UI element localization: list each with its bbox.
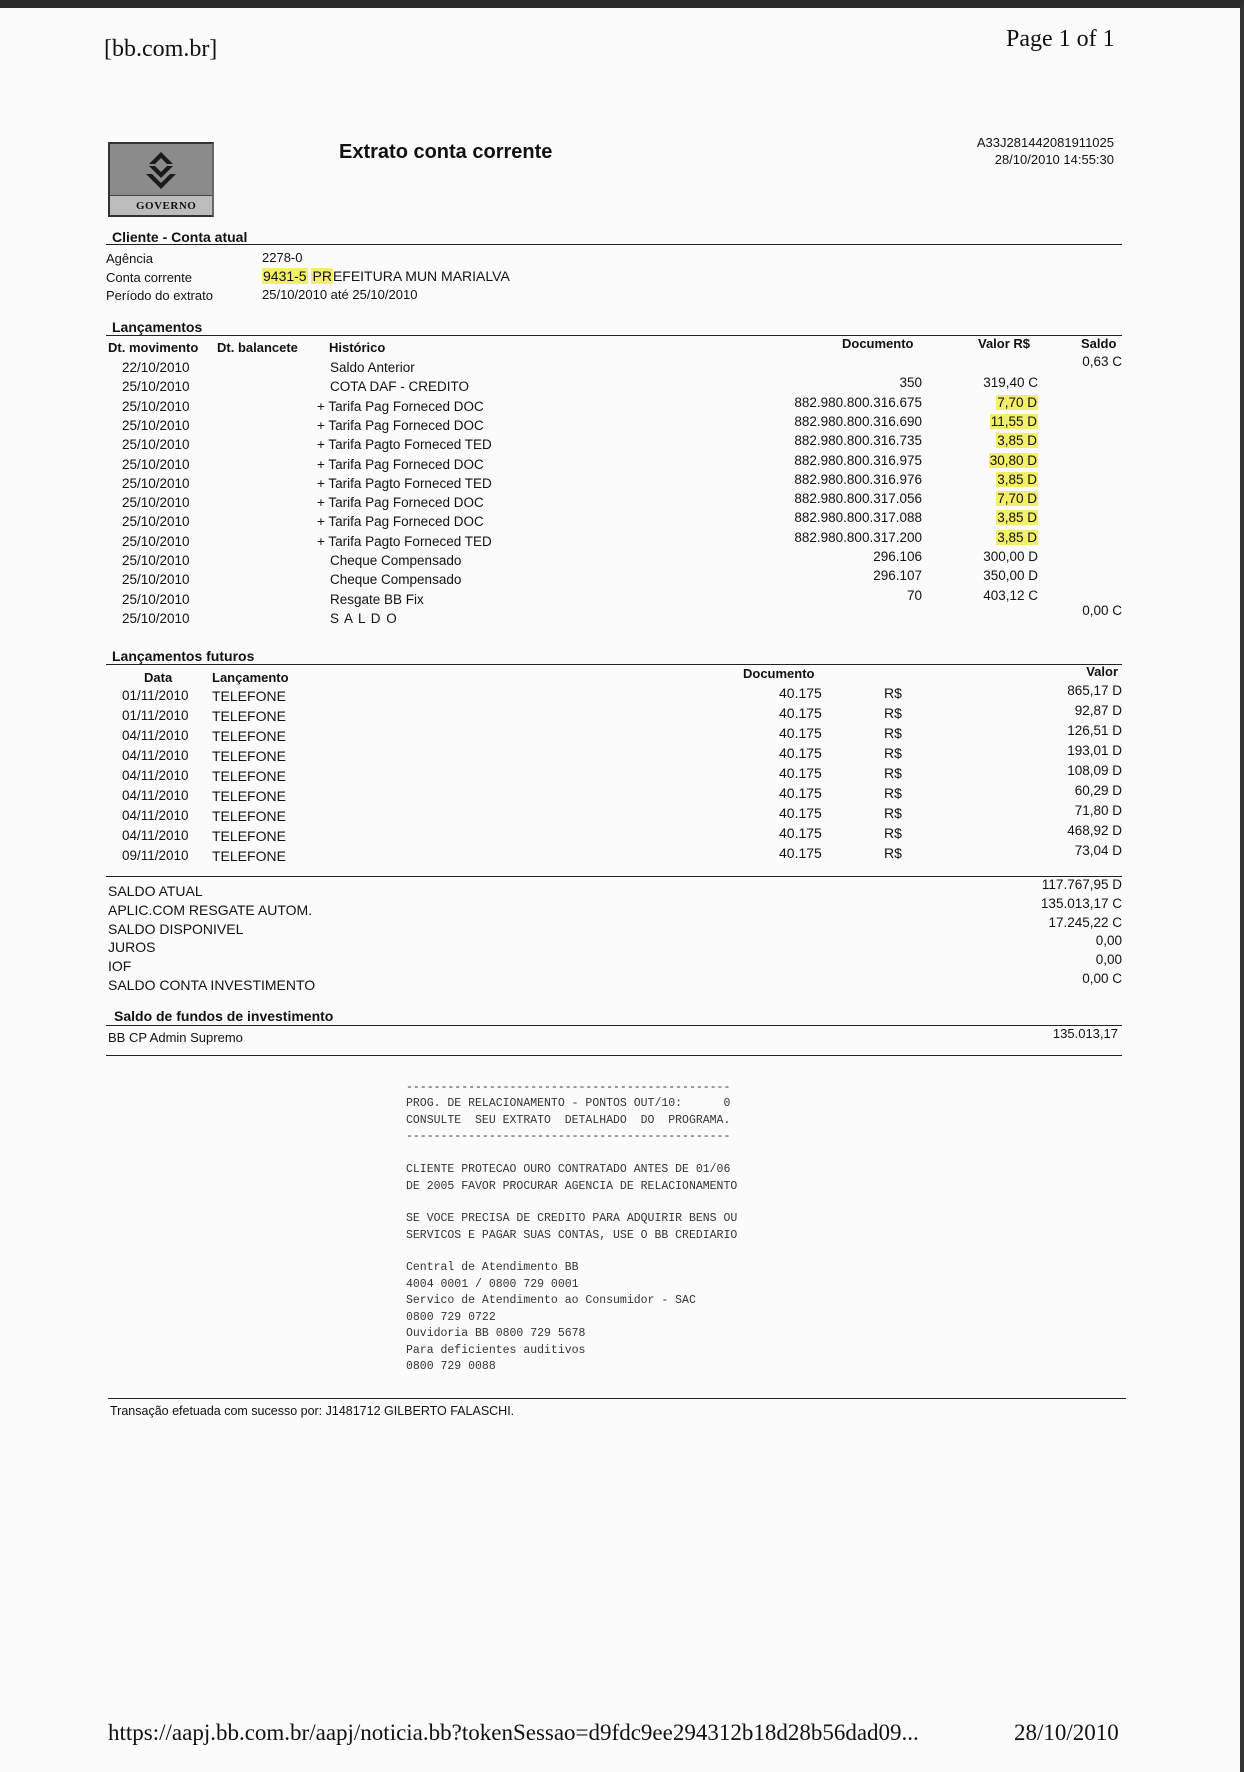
agencia-value: 2278-0 [262,250,303,265]
lancamento: TELEFONE [212,768,286,784]
lancamento: TELEFONE [212,828,286,844]
notice-protecao-ouro [406,1162,737,1195]
table-row [0,529,1244,553]
table-row [0,452,1244,476]
notice-line: DE 2005 FAVOR PROCURAR AGENCIA DE RELACIONAMENTO [406,1179,738,1193]
conta-number: 9431-5 [263,268,307,284]
valor: 92,87 D [1074,703,1122,718]
notice-line: 0800 729 0722 [406,1310,496,1324]
conta-label: Conta corrente [106,270,192,285]
table-row [0,743,1244,768]
dt-movimento: 25/10/2010 [122,533,190,549]
periodo-value: 25/10/2010 até 25/10/2010 [262,287,418,302]
notice-line: Servico de Atendimento ao Consumidor - SAC [406,1294,696,1307]
lancamento: TELEFONE [212,848,286,864]
valor: 468,92 D [1067,823,1122,838]
data: 04/11/2010 [122,808,189,823]
data: 04/11/2010 [122,728,189,743]
data: 09/11/2010 [122,848,189,863]
historico: Cheque Compensado [330,553,462,568]
documento: 40.175 [779,765,822,781]
documento: 882.980.800.316.975 [794,452,922,468]
dt-movimento: 25/10/2010 [122,437,190,453]
valor: 865,17 D [1067,683,1122,698]
documento: 70 [906,587,922,603]
moeda: R$ [884,785,902,801]
site-label: [bb.com.br] [104,36,218,62]
valor: 11,55 D [990,413,1037,429]
lancamento: TELEFONE [212,788,286,804]
table-row [0,783,1244,808]
dt-movimento: 25/10/2010 [122,553,190,568]
historico: + Tarifa Pagto Forneced TED [317,437,492,453]
moeda: R$ [884,745,902,761]
data: 04/11/2010 [122,748,189,763]
moeda: R$ [884,825,902,841]
agencia-label: Agência [106,251,153,266]
summary-value: 0,00 [1095,952,1122,968]
valor: 7,70 D [997,394,1037,410]
page-title: Extrato conta corrente [339,141,553,163]
table-row [0,413,1244,437]
moeda: R$ [884,725,902,741]
documento: 350 [899,375,922,391]
notice-dashes-bottom: ----------------------------------------------- [406,1130,731,1143]
summary-value: 17.245,22 C [1048,914,1122,930]
header-data: Data [144,670,173,685]
summary-label: JUROS [108,939,156,956]
valor: 60,29 D [1074,783,1122,798]
periodo-label: Período do extrato [106,288,213,303]
data: 04/11/2010 [122,768,189,783]
valor: 300,00 D [983,549,1038,564]
historico: + Tarifa Pag Forneced DOC [317,495,484,511]
data: 04/11/2010 [122,828,189,843]
lancamento: TELEFONE [212,728,286,744]
notice-line: PROG. DE RELACIONAMENTO - PONTOS OUT/10: 0 [406,1097,731,1110]
table-row [0,683,1244,708]
dt-movimento: 25/10/2010 [122,514,190,530]
summary-value: 0,00 [1095,933,1122,949]
divider [106,244,1122,245]
summary-value: 135.013,17 C [1040,895,1122,911]
table-row [0,491,1244,514]
header-valor: Valor R$ [978,336,1031,351]
table-row [0,510,1244,533]
notice-line: SERVICOS E PAGAR SUAS CONTAS, USE O BB CREDIARIO [406,1228,738,1242]
historico: + Tarifa Pag Forneced DOC [317,514,484,530]
notice-program-points [406,1096,730,1129]
footer-url: https://aapj.bb.com.br/aapj/noticia.bb?tokenSessao=d9fdc9ee294312b18d28b56dad09... [108,1720,919,1745]
historico: + Tarifa Pag Forneced DOC [317,417,484,433]
table-row [0,843,1244,868]
transaction-status: Transação efetuada com sucesso por: J1481712 GILBERTO FALASCHI. [110,1404,515,1418]
valor: 71,80 D [1074,803,1122,818]
saldo: 0,00 C [1082,602,1122,618]
documento: 40.175 [779,845,822,861]
conta-name: EFEITURA MUN MARIALVA [332,268,510,284]
fundo-name: BB CP Admin Supremo [108,1030,243,1045]
valor: 319,40 C [983,375,1038,391]
moeda: R$ [884,805,902,821]
header-documento-futuros: Documento [743,666,815,681]
valor: 350,00 D [983,568,1038,584]
documento: 40.175 [779,745,822,761]
document-code: A33J281442081911025 [976,135,1114,150]
documento: 40.175 [779,825,822,841]
valor: 30,80 D [989,452,1037,468]
header-dt-movimento: Dt. movimento [108,340,199,355]
divider [106,335,1122,336]
moeda: R$ [884,705,902,721]
documento: 40.175 [779,725,822,741]
dt-movimento: 25/10/2010 [122,417,190,433]
data: 01/11/2010 [122,708,189,723]
header-documento: Documento [842,336,914,351]
documento: 40.175 [779,785,822,801]
valor: 3,85 D [997,471,1037,487]
moeda: R$ [884,845,902,861]
summary-row [0,952,1244,977]
historico: + Tarifa Pagto Forneced TED [317,475,492,491]
cliente-section-title: Cliente - Conta atual [112,229,248,245]
footer-date: 28/10/2010 [1014,1720,1119,1745]
notice-crediario [406,1211,737,1244]
valor: 7,70 D [997,491,1037,507]
historico: + Tarifa Pagto Forneced TED [317,533,492,549]
historico: Cheque Compensado [330,572,462,588]
valor: 126,51 D [1067,723,1122,738]
header-dt-balancete: Dt. balancete [217,340,298,355]
table-row [0,587,1244,611]
historico: Saldo Anterior [330,360,415,375]
historico: + Tarifa Pag Forneced DOC [317,456,484,472]
banco-do-brasil-logo-icon [108,142,214,217]
summary-row [0,971,1244,996]
notice-dashes-top: ----------------------------------------------- [406,1081,731,1094]
documento: 296.106 [873,549,922,564]
documento: 882.980.800.317.200 [794,529,922,545]
documento: 882.980.800.316.690 [794,413,922,429]
lancamento: TELEFONE [212,808,286,824]
summary-value: 117.767,95 D [1041,877,1122,892]
table-row [0,703,1244,728]
header-valor-futuros: Valor [1086,664,1118,679]
header-historico: Histórico [329,340,386,355]
dt-movimento: 25/10/2010 [122,572,190,588]
notice-line: 4004 0001 / 0800 729 0001 [406,1277,579,1291]
documento: 882.980.800.316.976 [794,471,922,487]
dt-movimento: 25/10/2010 [122,398,190,414]
notice-line: 0800 729 0088 [406,1360,496,1373]
header-lancamento: Lançamento [212,670,289,685]
documento: 40.175 [779,685,822,701]
notice-line: CLIENTE PROTECAO OURO CONTRATADO ANTES DE 01/06 [406,1163,731,1176]
dt-movimento: 25/10/2010 [122,495,190,511]
data: 01/11/2010 [122,688,189,703]
moeda: R$ [884,685,902,701]
historico: + Tarifa Pag Forneced DOC [317,398,484,414]
table-row [0,568,1244,591]
data: 04/11/2010 [122,788,189,803]
logo-text: GOVERNO [136,200,197,212]
fundo-value: 135.013,17 [1052,1026,1118,1041]
page-indicator: Page 1 of 1 [1006,26,1115,52]
divider [106,664,1122,665]
dt-movimento: 25/10/2010 [122,591,190,607]
table-row [0,602,1244,630]
summary-label: SALDO DISPONIVEL [108,920,244,937]
lancamento: TELEFONE [212,748,286,764]
valor: 3,85 D [997,510,1037,526]
dt-movimento: 25/10/2010 [122,456,190,472]
historico: S A L D O [330,610,398,626]
futuros-section-title: Lançamentos futuros [112,648,255,664]
divider [108,1398,1126,1399]
header-saldo: Saldo [1081,336,1117,351]
valor: 3,85 D [997,529,1037,545]
table-row [0,354,1244,379]
documento: 296.107 [873,568,922,584]
valor: 3,85 D [997,433,1037,449]
notice-line: SE VOCE PRECISA DE CREDITO PARA ADQUIRIR BENS OU [406,1212,738,1225]
summary-row [0,914,1244,940]
historico: Resgate BB Fix [330,591,424,607]
documento: 882.980.800.317.088 [794,510,922,526]
table-row [0,433,1244,456]
documento: 882.980.800.317.056 [794,491,922,507]
table-row [0,471,1244,495]
table-row [0,803,1244,828]
summary-label: IOF [108,958,132,975]
table-row [0,375,1244,398]
documento: 882.980.800.316.735 [794,433,922,449]
fundos-section-title: Saldo de fundos de investimento [114,1008,334,1024]
table-row [0,763,1244,788]
divider [106,1055,1122,1056]
summary-label: SALDO CONTA INVESTIMENTO [108,977,316,993]
historico: COTA DAF - CREDITO [330,379,470,395]
notice-contacts [406,1260,696,1376]
lancamento: TELEFONE [212,708,286,724]
conta-name-highlighted: PR [312,268,332,284]
lancamentos-section-title: Lançamentos [112,319,203,335]
documento: 882.980.800.316.675 [794,394,922,410]
dt-movimento: 25/10/2010 [122,475,190,491]
summary-row [0,933,1244,958]
valor: 403,12 C [983,587,1038,603]
valor: 193,01 D [1067,743,1122,758]
dt-movimento: 22/10/2010 [122,360,190,375]
table-row [0,549,1244,572]
notice-line: CONSULTE SEU EXTRATO DETALHADO DO PROGRAMA. [406,1113,731,1127]
documento: 40.175 [779,805,822,821]
divider [106,876,1122,877]
notice-line: Ouvidoria BB 0800 729 5678 [406,1327,586,1340]
saldo: 0,63 C [1082,354,1122,369]
summary-label: APLIC.COM RESGATE AUTOM. [108,901,313,918]
notice-line: Central de Atendimento BB [406,1261,579,1274]
moeda: R$ [884,765,902,781]
valor: 108,09 D [1067,763,1122,778]
table-row [0,823,1244,848]
notice-line: Para deficientes auditivos [406,1343,586,1357]
summary-value: 0,00 C [1082,971,1122,986]
document-datetime: 28/10/2010 14:55:30 [994,152,1114,167]
dt-movimento: 25/10/2010 [122,379,190,395]
summary-label: SALDO ATUAL [108,883,203,899]
table-row [0,723,1244,748]
table-row [0,394,1244,418]
valor: 73,04 D [1074,843,1122,858]
divider [106,1025,1122,1026]
lancamento: TELEFONE [212,688,286,704]
dt-movimento: 25/10/2010 [122,610,190,626]
conta-value [262,268,510,284]
documento: 40.175 [779,705,822,721]
